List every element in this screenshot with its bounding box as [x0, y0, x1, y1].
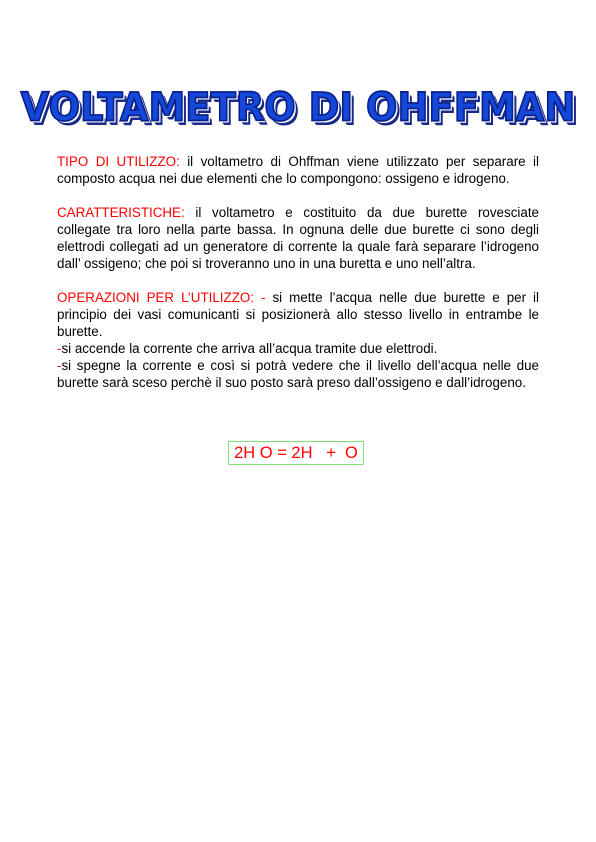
section-operations-intro	[57, 289, 539, 340]
operation-step	[57, 357, 539, 391]
operation-step-marker: -	[57, 341, 62, 356]
section-label-usage-type: TIPO DI UTILIZZO:	[57, 154, 180, 169]
section-text-operations: si mette l’acqua nelle due burette e per il principio dei vasi comunicanti si posizionerà allo stesso livello in entrambe le burette.	[57, 290, 539, 339]
operation-step-text: si accende la corrente che arriva all’acqua tramite due elettrodi.	[61, 341, 438, 356]
chemical-formula: 2H O = 2H + O	[234, 443, 358, 462]
section-label-characteristics: CARATTERISTICHE:	[57, 205, 185, 220]
document-body	[57, 153, 539, 391]
formula-box	[228, 441, 364, 465]
section-characteristics	[57, 204, 539, 272]
page-title: VOLTAMETRO DI OHFFMAN	[20, 84, 576, 131]
section-text-usage-type: il voltametro di Ohffman viene utilizzato per separare il composto acqua nei due elementi che lo compongono: ossigeno e idrogeno.	[57, 154, 540, 186]
section-label-operations: OPERAZIONI PER L’UTILIZZO: -	[57, 290, 266, 305]
section-usage-type	[57, 153, 539, 187]
operation-step	[57, 340, 539, 357]
operation-step-marker: -	[57, 358, 62, 373]
section-operations	[57, 289, 539, 391]
section-text-characteristics: il voltametro e costituito da due burette rovesciate collegate tra loro nella parte bassa. In ognuna delle due burette ci sono degli elettrodi collegati ad un generatore di corrente la quale farà separare l’idrogeno dall’ ossigeno; che poi si troveranno uno in una buretta e uno nell’altra.	[57, 205, 539, 271]
operation-step-text: si spegne la corrente e così si potrà vedere che il livello dell’acqua nelle due burette sarà sceso perchè il suo posto sarà preso dall’ossigeno e dall’idrogeno.	[57, 358, 539, 390]
